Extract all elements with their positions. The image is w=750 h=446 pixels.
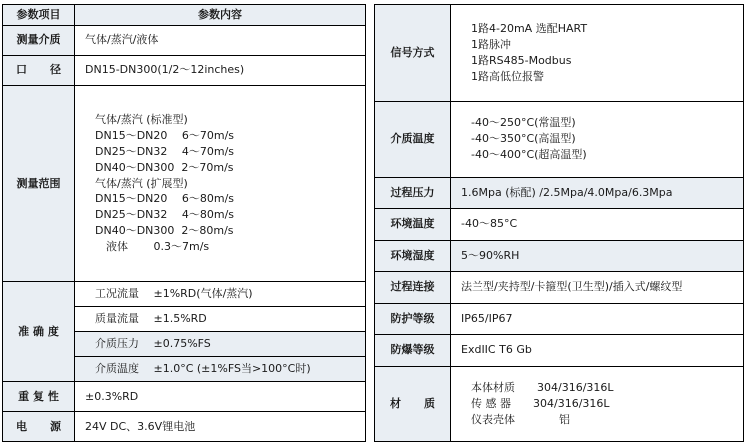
table-row bbox=[375, 177, 744, 209]
row-label-accuracy: 准 确 度 bbox=[3, 282, 75, 382]
row-label-measuring-medium: 测量介质 bbox=[3, 26, 75, 56]
accuracy-gap bbox=[139, 312, 154, 325]
row-value-medium-temperature bbox=[451, 102, 744, 177]
row-label-repeatability: 重 复 性 bbox=[3, 382, 75, 412]
material-name: 仪表壳体 bbox=[471, 412, 515, 426]
left-spec-table bbox=[2, 4, 366, 442]
row-label-diameter: 口 径 bbox=[3, 55, 75, 85]
material-item bbox=[471, 412, 737, 428]
range-line: 气体/蒸汽 (标准型) bbox=[95, 112, 188, 126]
row-value-explosion-proof-rating: ExdIIC T6 Gb bbox=[451, 335, 744, 367]
header-parameter-content: 参数内容 bbox=[75, 5, 366, 26]
material-item bbox=[471, 380, 737, 396]
row-label-material: 材 质 bbox=[375, 366, 451, 441]
accuracy-value-text: ±1.5%RD bbox=[153, 312, 207, 326]
material-value: 304/316/316L bbox=[533, 396, 610, 410]
range-line: DN15～DN20 6～80m/s bbox=[95, 192, 235, 206]
range-line: 气体/蒸汽 (扩展型) bbox=[95, 176, 188, 190]
header-parameter-item: 参数项目 bbox=[3, 5, 75, 26]
row-label-explosion-proof-rating: 防爆等级 bbox=[375, 335, 451, 367]
material-gap bbox=[515, 381, 537, 394]
material-value: 铝 bbox=[559, 412, 570, 426]
signal-line: 1路RS485-Modbus bbox=[471, 54, 572, 68]
row-value-measuring-range bbox=[75, 85, 366, 281]
table-row bbox=[375, 335, 744, 367]
range-line: DN40～DN300 2～70m/s bbox=[95, 160, 234, 174]
table-row bbox=[3, 55, 366, 85]
signal-line: 1路脉冲 bbox=[471, 38, 511, 52]
signal-line: 1路高低位报警 bbox=[471, 70, 544, 84]
table-row bbox=[375, 303, 744, 335]
material-item bbox=[471, 396, 737, 412]
material-name: 本体材质 bbox=[471, 380, 515, 394]
material-name: 传 感 器 bbox=[471, 396, 511, 410]
right-spec-table bbox=[374, 4, 744, 442]
material-value: 304/316/316L bbox=[537, 380, 614, 394]
row-label-ambient-humidity: 环境湿度 bbox=[375, 240, 451, 272]
row-value-process-connection: 法兰型/夹持型/卡箍型(卫生型)/插入式/螺纹型 bbox=[451, 272, 744, 304]
row-value-diameter: DN15-DN300(1/2～12inches) bbox=[75, 55, 366, 85]
row-value-accuracy-medium-pressure bbox=[75, 332, 366, 357]
range-line: DN25～DN32 4～80m/s bbox=[95, 208, 235, 222]
material-gap bbox=[511, 397, 533, 410]
medium-temp-line: -40～250°C(常温型) bbox=[471, 116, 576, 130]
row-value-accuracy-mass-flow bbox=[75, 307, 366, 332]
table-row bbox=[3, 382, 366, 412]
row-value-material bbox=[451, 366, 744, 441]
accuracy-value-text: ±1%RD(气体/蒸汽) bbox=[153, 287, 253, 301]
row-label-signal-type: 信号方式 bbox=[375, 5, 451, 102]
accuracy-name: 工况流量 bbox=[95, 287, 139, 301]
accuracy-value-text: ±1.0°C (±1%FS当>100°C时) bbox=[153, 362, 311, 376]
material-gap bbox=[515, 413, 559, 426]
row-value-accuracy-working-flow bbox=[75, 282, 366, 307]
accuracy-gap bbox=[139, 337, 154, 350]
row-label-measuring-range: 测量范围 bbox=[3, 85, 75, 281]
accuracy-name: 质量流量 bbox=[95, 312, 139, 326]
accuracy-name: 介质温度 bbox=[95, 362, 139, 376]
table-row bbox=[375, 209, 744, 241]
range-line: DN40～DN300 2～80m/s bbox=[95, 224, 234, 238]
medium-temp-line: -40～350°C(高温型) bbox=[471, 132, 576, 146]
row-value-protection-rating: IP65/IP67 bbox=[451, 303, 744, 335]
table-row-medium-temperature bbox=[375, 102, 744, 177]
signal-line: 1路4-20mA 选配HART bbox=[471, 22, 588, 36]
range-line: 液体 0.3～7m/s bbox=[95, 240, 210, 254]
row-value-ambient-humidity: 5～90%RH bbox=[451, 240, 744, 272]
row-label-protection-rating: 防护等级 bbox=[375, 303, 451, 335]
range-line: DN15～DN20 6～70m/s bbox=[95, 128, 235, 142]
table-row-measuring-range bbox=[3, 85, 366, 281]
table-row bbox=[3, 26, 366, 56]
table-row bbox=[3, 412, 366, 442]
table-row-signal bbox=[375, 5, 744, 102]
row-value-ambient-temperature: -40～85°C bbox=[451, 209, 744, 241]
range-line: DN25～DN32 4～70m/s bbox=[95, 144, 235, 158]
medium-temp-line: -40～400°C(超高温型) bbox=[471, 148, 587, 162]
table-row bbox=[375, 272, 744, 304]
row-label-process-connection: 过程连接 bbox=[375, 272, 451, 304]
row-label-process-pressure: 过程压力 bbox=[375, 177, 451, 209]
row-value-measuring-medium: 气体/蒸汽/液体 bbox=[75, 26, 366, 56]
accuracy-gap bbox=[139, 362, 154, 375]
row-label-power-supply: 电 源 bbox=[3, 412, 75, 442]
accuracy-value-text: ±0.75%FS bbox=[153, 337, 211, 351]
row-value-process-pressure: 1.6Mpa (标配) /2.5Mpa/4.0Mpa/6.3Mpa bbox=[451, 177, 744, 209]
row-value-power-supply: 24V DC、3.6V锂电池 bbox=[75, 412, 366, 442]
row-value-signal-type bbox=[451, 5, 744, 102]
row-label-medium-temperature: 介质温度 bbox=[375, 102, 451, 177]
table-row bbox=[375, 240, 744, 272]
accuracy-value bbox=[139, 287, 154, 300]
table-row-material bbox=[375, 366, 744, 441]
table-row bbox=[3, 282, 366, 307]
row-value-repeatability: ±0.3%RD bbox=[75, 382, 366, 412]
accuracy-name: 介质压力 bbox=[95, 337, 139, 351]
table-header-row bbox=[3, 5, 366, 26]
row-value-accuracy-medium-temperature bbox=[75, 357, 366, 382]
row-label-ambient-temperature: 环境温度 bbox=[375, 209, 451, 241]
